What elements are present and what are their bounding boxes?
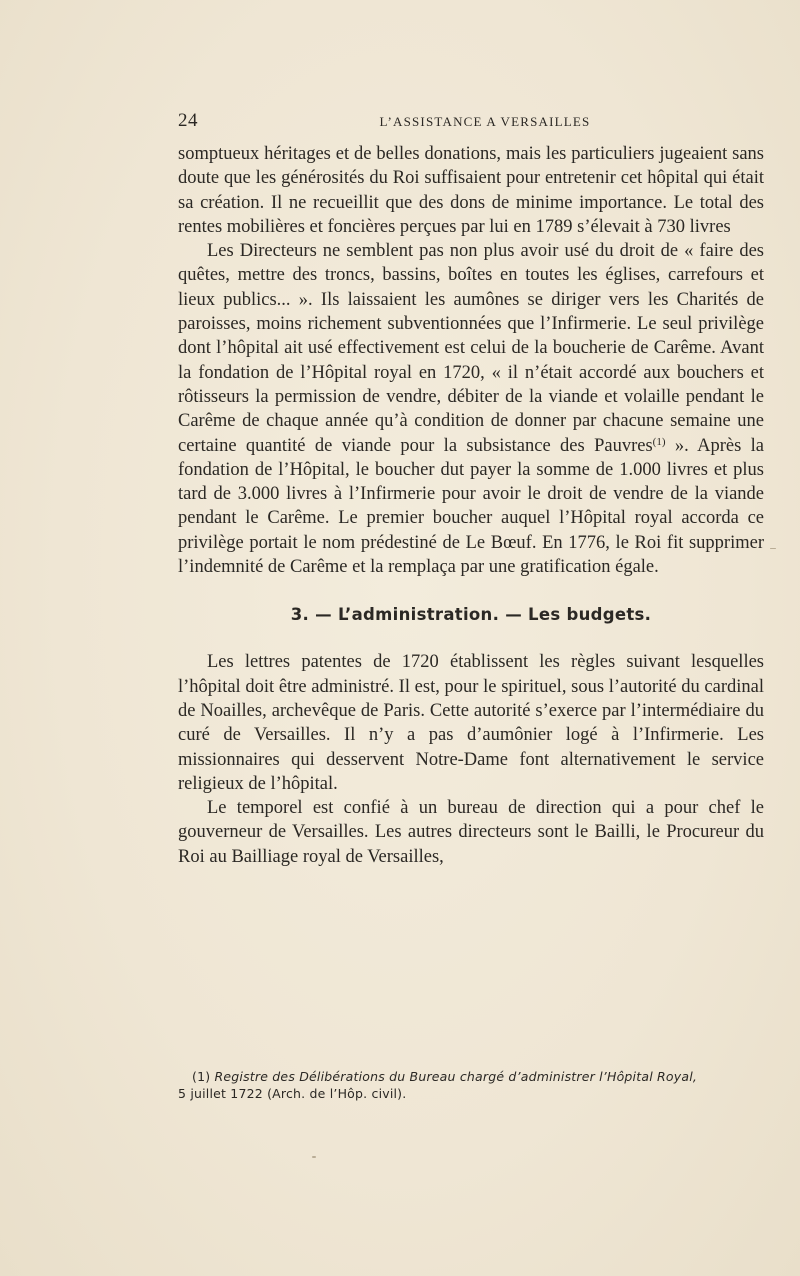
paragraph-4: Le temporel est confié à un bureau de direction qui a pour chef le gouverneur de Versailles. Les autres directeurs sont le Bailli, le Procureur du Roi au Bailliage royal de Versailles, — [178, 798, 764, 867]
running-head — [178, 114, 764, 130]
footnote — [178, 1068, 764, 1102]
footnote-reference: (1) — [652, 435, 666, 448]
paragraph-2-text-a: Les Directeurs ne semblent pas non plus avoir usé du droit de « faire des quêtes, mettre des troncs, bassins, boîtes en toutes les églises, carrefours et lieux publics... ». Ils laissaient les aumônes se diriger vers les Charités de paroisses, moins richement subventionnées que l’Infirmerie. Le seul privilège dont l’hôpital ait usé effectivement est celui de la boucherie de Carême. Avant la fondation de l’Hôpital royal en 1720, « il n’était accordé aux bouchers et rôtisseurs la permission de vendre, débiter de la viande et volaille pendant le Carême de chaque année qu’à condition de donner par chacune semaine une certaine quantité de viande pour la subsistance des Pauvres — [178, 241, 764, 456]
paragraph-1: somptueux héritages et de belles donations, mais les particuliers jugeaient sans doute que les générosités du Roi suffisaient pour entretenir cet hôpital qui était sa création. Il ne recueillit que des dons de minime importance. Le total des rentes mobilières et foncières perçues par lui en 1789 s’élevait à 730 livres — [178, 144, 764, 237]
page-header — [178, 110, 764, 134]
body-text — [178, 142, 764, 869]
paper-speck — [770, 548, 776, 549]
paragraph-3: Les lettres patentes de 1720 établissent les règles suivant lesquelles l’hôpital doit être administré. Il est, pour le spirituel, sous l’autorité du cardinal de Noailles, archevêque de Paris. Cette autorité s’exerce par l’intermédiaire du curé de Versailles. Il n’y a pas d’aumônier logé à l’Infirmerie. Les missionnaires qui desservent Notre-Dame font alternativement le service religieux de l’hôpital. — [178, 652, 764, 794]
footnote-number: (1) — [192, 1069, 211, 1084]
section-heading: 3. — L’administration. — Les budgets. — [290, 605, 652, 625]
paragraph-2 — [178, 239, 764, 579]
page-number: 24 — [178, 110, 198, 131]
footnote-source: 5 juillet 1722 (Arch. de l’Hôp. civil). — [178, 1086, 407, 1101]
paper-speck — [312, 1156, 316, 1158]
paragraph-2-text-b: ». Après la fondation de l’Hôpital, le boucher dut payer la somme de 1.000 livres et plus tard de 3.000 livres à l’Infirmerie pour avoir le droit de vendre de la viande pendant le Carême. Le premier boucher auquel l’Hôpital royal accorda ce privilège portait le nom prédestiné de Le Bœuf. En 1776, le Roi fit supprimer l’indemnité de Carême et la remplaça par une gratification égale. — [178, 435, 764, 578]
footnote-title: Registre des Délibérations du Bureau chargé d’administrer l’Hôpital Royal, — [214, 1069, 698, 1084]
running-head-text: L’ASSISTANCE A VERSAILLES — [379, 114, 591, 129]
